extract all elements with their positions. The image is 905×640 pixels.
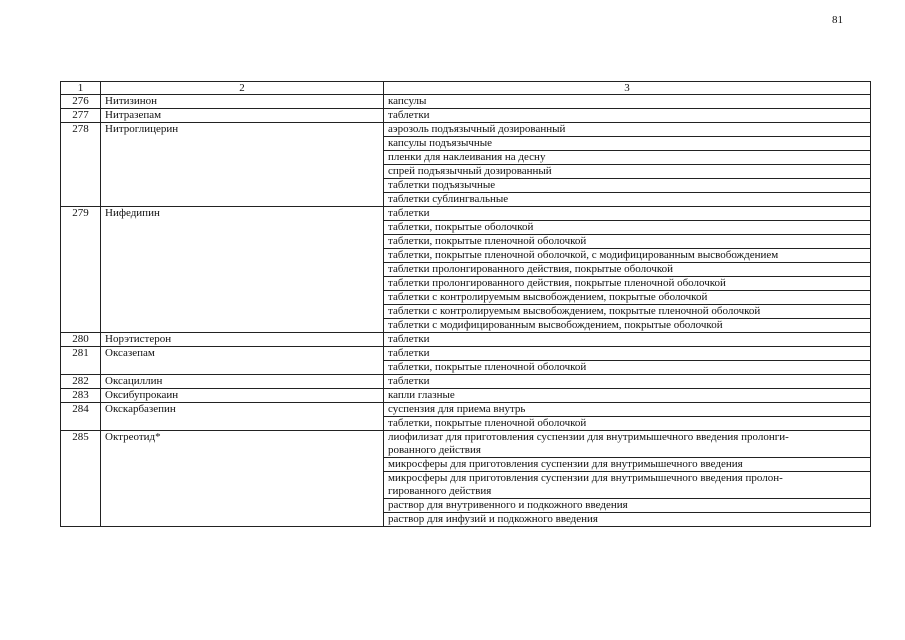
dosage-form: капсулы <box>384 95 871 109</box>
dosage-form: аэрозоль подъязычный дозированный <box>384 123 871 137</box>
row-number: 277 <box>61 109 101 123</box>
dosage-form: микросферы для приготовления суспензии для внутримышечного введения пролон- гированного действия <box>384 472 871 499</box>
dosage-form: таблетки пролонгированного действия, покрытые пленочной оболочкой <box>384 277 871 291</box>
dosage-form: пленки для наклеивания на десну <box>384 151 871 165</box>
table-row <box>61 375 871 389</box>
table-row <box>61 109 871 123</box>
drug-table <box>60 81 871 527</box>
dosage-form: спрей подъязычный дозированный <box>384 165 871 179</box>
dosage-form: таблетки <box>384 109 871 123</box>
header-col-3: 3 <box>384 82 871 95</box>
dosage-form: таблетки подъязычные <box>384 179 871 193</box>
row-number: 279 <box>61 207 101 333</box>
row-number: 278 <box>61 123 101 207</box>
table-row <box>61 207 871 221</box>
dosage-form: капли глазные <box>384 389 871 403</box>
table-row <box>61 431 871 458</box>
row-number: 282 <box>61 375 101 389</box>
row-number: 276 <box>61 95 101 109</box>
dosage-form: таблетки пролонгированного действия, покрытые оболочкой <box>384 263 871 277</box>
row-number: 280 <box>61 333 101 347</box>
row-number: 284 <box>61 403 101 431</box>
dosage-form: капсулы подъязычные <box>384 137 871 151</box>
drug-name: Нитизинон <box>101 95 384 109</box>
dosage-form: раствор для инфузий и подкожного введения <box>384 513 871 527</box>
header-row <box>61 82 871 95</box>
drug-name: Окскарбазепин <box>101 403 384 431</box>
dosage-form: таблетки, покрытые пленочной оболочкой <box>384 235 871 249</box>
dosage-form: таблетки, покрытые оболочкой <box>384 221 871 235</box>
header-col-1: 1 <box>61 82 101 95</box>
dosage-form: таблетки <box>384 347 871 361</box>
drug-name: Оксибупрокаин <box>101 389 384 403</box>
page-number: 81 <box>832 14 843 26</box>
drug-name: Нифедипин <box>101 207 384 333</box>
row-number: 283 <box>61 389 101 403</box>
drug-name: Норэтистерон <box>101 333 384 347</box>
dosage-form: таблетки, покрытые пленочной оболочкой <box>384 417 871 431</box>
row-number: 281 <box>61 347 101 375</box>
table-row <box>61 403 871 417</box>
dosage-form: лиофилизат для приготовления суспензии для внутримышечного введения пролонги- рованного действия <box>384 431 871 458</box>
dosage-form: таблетки <box>384 207 871 221</box>
dosage-form: таблетки, покрытые пленочной оболочкой <box>384 361 871 375</box>
table-row <box>61 95 871 109</box>
dosage-form: таблетки <box>384 375 871 389</box>
dosage-form: таблетки с контролируемым высвобождением, покрытые пленочной оболочкой <box>384 305 871 319</box>
drug-name: Оксазепам <box>101 347 384 375</box>
dosage-form: таблетки с модифицированным высвобождением, покрытые оболочкой <box>384 319 871 333</box>
drug-name: Октреотид* <box>101 431 384 527</box>
table-row <box>61 347 871 361</box>
table-row <box>61 123 871 137</box>
table-body <box>61 82 871 527</box>
drug-name: Оксациллин <box>101 375 384 389</box>
dosage-form: таблетки <box>384 333 871 347</box>
drug-name: Нитроглицерин <box>101 123 384 207</box>
drug-name: Нитразепам <box>101 109 384 123</box>
table-row <box>61 389 871 403</box>
dosage-form: таблетки, покрытые пленочной оболочкой, с модифицированным высвобождением <box>384 249 871 263</box>
row-number: 285 <box>61 431 101 527</box>
dosage-form: таблетки сублингвальные <box>384 193 871 207</box>
dosage-form: таблетки с контролируемым высвобождением, покрытые оболочкой <box>384 291 871 305</box>
dosage-form: раствор для внутривенного и подкожного введения <box>384 499 871 513</box>
table-row <box>61 333 871 347</box>
dosage-form: микросферы для приготовления суспензии для внутримышечного введения <box>384 458 871 472</box>
dosage-form: суспензия для приема внутрь <box>384 403 871 417</box>
header-col-2: 2 <box>101 82 384 95</box>
